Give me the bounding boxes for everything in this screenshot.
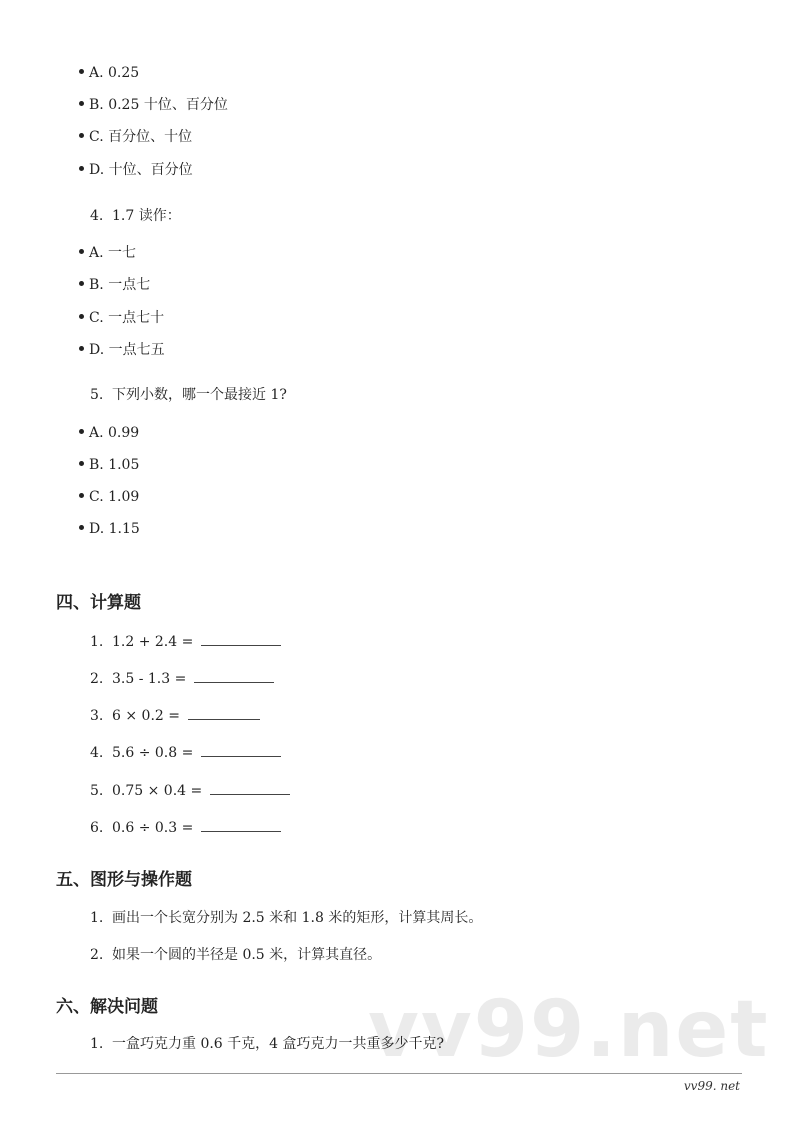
q5-question: 5. 下列小数，哪一个最接近 1? xyxy=(90,387,287,403)
q4-option-a: A. 一七 xyxy=(79,244,136,262)
bullet-icon xyxy=(79,133,84,138)
geometry-item-1: 1. 画出一个长宽分别为 2.5 米和 1.8 米的矩形，计算其周长。 xyxy=(90,910,483,926)
q5-option-a: A. 0.99 xyxy=(79,424,139,442)
footer-divider xyxy=(56,1073,742,1074)
q3-option-a: A. 0.25 xyxy=(79,64,139,82)
bullet-icon xyxy=(79,69,84,74)
q4-option-c: C. 一点七十 xyxy=(79,309,164,327)
bullet-icon xyxy=(79,166,84,171)
q4-question: 4. 1.7 读作： xyxy=(90,208,181,224)
calc-item-3: 3. 6 × 0.2 = xyxy=(90,707,260,725)
section-5-heading: 五、图形与操作题 xyxy=(56,870,192,890)
bullet-icon xyxy=(79,461,84,466)
answer-blank[interactable] xyxy=(201,819,281,832)
calc-item-4: 4. 5.6 ÷ 0.8 = xyxy=(90,744,281,762)
q4-option-b: B. 一点七 xyxy=(79,276,150,294)
bullet-icon xyxy=(79,101,84,106)
answer-blank[interactable] xyxy=(201,744,281,757)
bullet-icon xyxy=(79,314,84,319)
q3-option-b: B. 0.25 十位、百分位 xyxy=(79,96,228,114)
calc-item-5: 5. 0.75 × 0.4 = xyxy=(90,782,290,800)
bullet-icon xyxy=(79,429,84,434)
footer-site: vv99. net xyxy=(683,1079,740,1093)
q3-option-d: D. 十位、百分位 xyxy=(79,161,193,179)
q5-option-d: D. 1.15 xyxy=(79,520,140,538)
geometry-item-2: 2. 如果一个圆的半径是 0.5 米，计算其直径。 xyxy=(90,947,382,963)
section-4-heading: 四、计算题 xyxy=(56,593,141,613)
bullet-icon xyxy=(79,249,84,254)
answer-blank[interactable] xyxy=(210,782,290,795)
bullet-icon xyxy=(79,281,84,286)
q5-option-b: B. 1.05 xyxy=(79,456,139,474)
problem-item-1: 1. 一盒巧克力重 0.6 千克，4 盒巧克力一共重多少千克? xyxy=(90,1036,445,1052)
q5-option-c: C. 1.09 xyxy=(79,488,139,506)
q3-option-c: C. 百分位、十位 xyxy=(79,128,192,146)
bullet-icon xyxy=(79,346,84,351)
q4-option-d: D. 一点七五 xyxy=(79,341,165,359)
section-6-heading: 六、解决问题 xyxy=(56,997,158,1017)
watermark: vv99.net xyxy=(368,985,770,1075)
answer-blank[interactable] xyxy=(201,633,281,646)
calc-item-6: 6. 0.6 ÷ 0.3 = xyxy=(90,819,281,837)
calc-item-2: 2. 3.5 - 1.3 = xyxy=(90,670,274,688)
calc-item-1: 1. 1.2 + 2.4 = xyxy=(90,633,281,651)
bullet-icon xyxy=(79,493,84,498)
answer-blank[interactable] xyxy=(194,670,274,683)
bullet-icon xyxy=(79,525,84,530)
answer-blank[interactable] xyxy=(188,707,260,720)
